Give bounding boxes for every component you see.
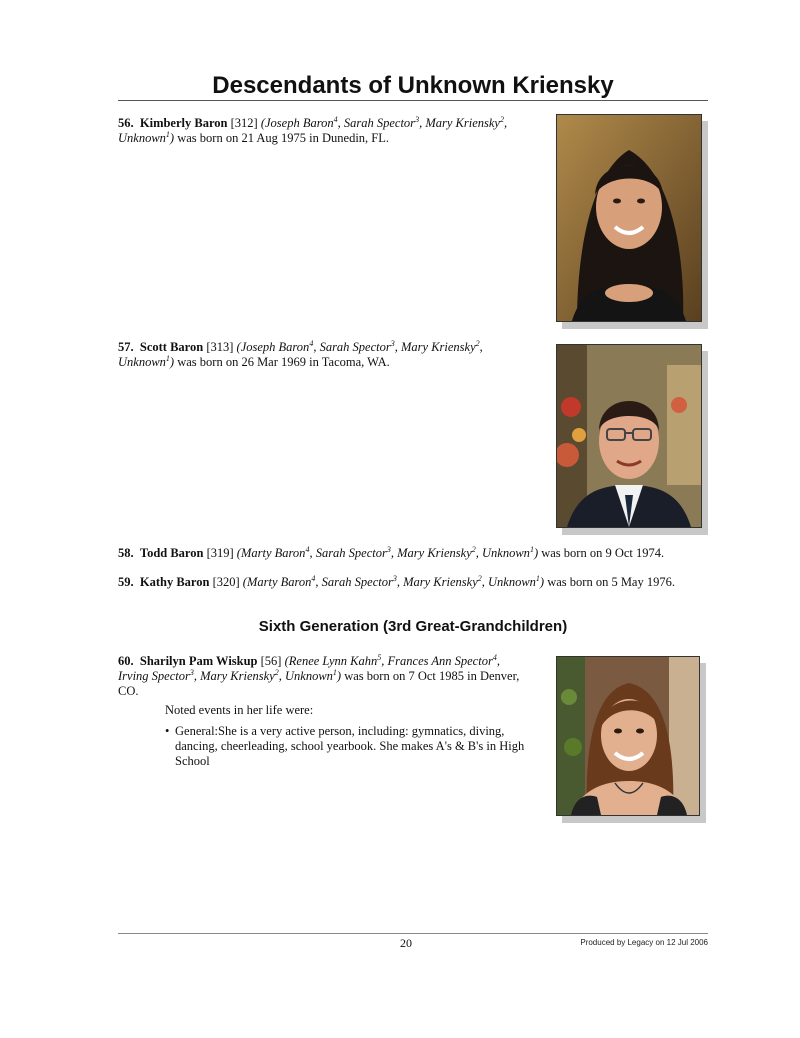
photo-scott-baron: [556, 344, 702, 528]
birth-text: was born on 5 May 1976.: [547, 575, 675, 589]
page-number: 20: [400, 936, 412, 950]
photo-kimberly-baron: [556, 114, 702, 322]
person-id: [319]: [206, 546, 234, 560]
bullet-icon: •: [165, 724, 170, 738]
person-id: [313]: [206, 340, 234, 354]
photo-sharilyn-wiskup: [556, 656, 700, 816]
birth-text: was born on 7 Oct 1985 in Denver, CO.: [118, 669, 520, 698]
ancestry-line: (Joseph Baron$^4$, Sarah Spector$^3$, Mary Kriensky$^2$, Unknown$^1$): [118, 114, 508, 145]
person-name: Todd Baron: [139, 546, 204, 560]
footer-divider: [118, 933, 708, 934]
events-intro: Noted events in her life were:: [165, 703, 314, 717]
produced-by-note: Produced by Legacy on 12 Jul 2006: [580, 938, 708, 947]
entry-number: 58.: [118, 546, 134, 560]
entry-59: [118, 575, 708, 590]
ancestry-line: (Renee Lynn Kahn$^5$, Frances Ann Spector$^4$, Irving Spector$^3$, Mary Kriensky$^2$, Unknown$^1$): [118, 652, 500, 683]
generation-heading: Sixth Generation (3rd Great-Grandchildren): [258, 618, 568, 635]
entry-60: [118, 654, 528, 699]
person-name: Sharilyn Pam Wiskup: [139, 654, 258, 668]
entry-number: 56.: [118, 116, 134, 130]
entry-number: 59.: [118, 575, 134, 589]
entry-57: [118, 340, 538, 370]
person-id: [320]: [212, 575, 240, 589]
entry-56: [118, 116, 538, 146]
birth-text: was born on 26 Mar 1969 in Tacoma, WA.: [177, 355, 390, 369]
ancestry-line: (Marty Baron$^4$, Sarah Spector$^3$, Mary Kriensky$^2$, Unknown$^1$): [236, 544, 539, 560]
birth-text: was born on 21 Aug 1975 in Dunedin, FL.: [177, 131, 390, 145]
person-name: Scott Baron: [139, 340, 204, 354]
entry-58: [118, 546, 718, 561]
page-title: Descendants of Unknown Kriensky: [212, 72, 614, 99]
person-name: Kimberly Baron: [139, 116, 228, 130]
header-divider: [118, 100, 708, 101]
entry-number: 57.: [118, 340, 134, 354]
birth-text: was born on 9 Oct 1974.: [541, 546, 665, 560]
ancestry-line: (Marty Baron$^4$, Sarah Spector$^3$, Mary Kriensky$^2$, Unknown$^1$): [242, 573, 545, 589]
person-id: [56]: [260, 654, 282, 668]
events-list: [165, 724, 545, 769]
ancestry-line: (Joseph Baron$^4$, Sarah Spector$^3$, Mary Kriensky$^2$, Unknown$^1$): [118, 338, 483, 369]
person-id: [312]: [230, 116, 258, 130]
person-name: Kathy Baron: [139, 575, 210, 589]
noted-events: [165, 703, 545, 769]
list-item: • General:She is a very active person, including: gymnatics, diving, dancing, cheerleading, school yearbook. She makes A's & B's in High School: [165, 724, 525, 768]
entry-number: 60.: [118, 654, 134, 668]
